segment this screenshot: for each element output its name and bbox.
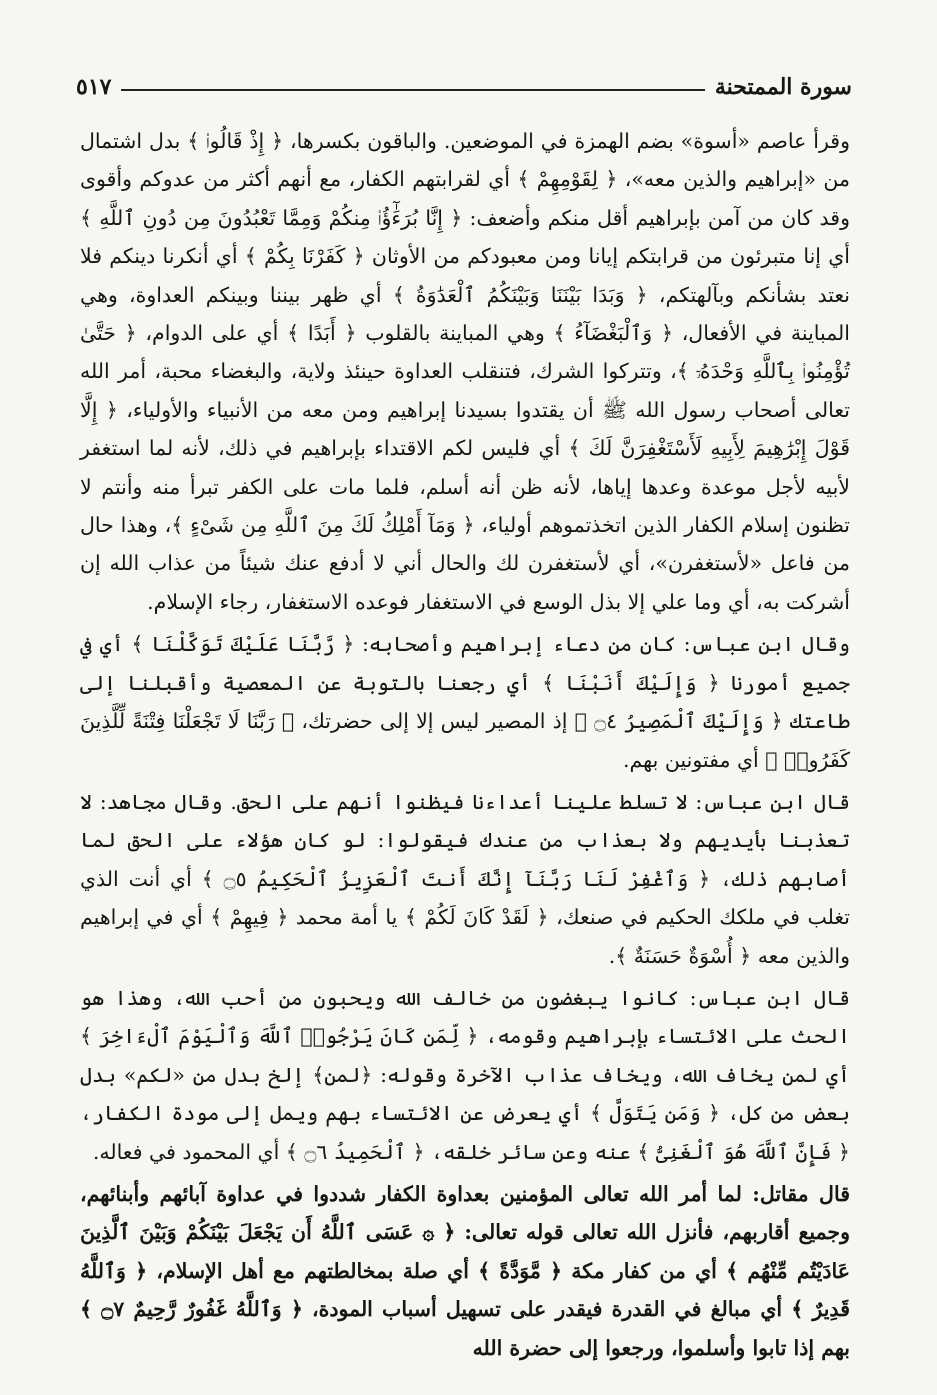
paragraph-5: قال مقاتل: لما أمر الله تعالى المؤمنين بعداوة الكفار شددوا في عداوة آبائهم وأبنائهم، وجميع أقاربهم، فأنزل الله تعالى قوله تعالى: ﴿ ۞ عَسَى ٱللَّهُ أَن يَجْعَلَ بَيْنَكُمْ وَبَيْنَ ٱلَّذِينَ عَادَيْتُم مِّنْهُم ﴾ أي من كفار مكة ﴿ مَّوَدَّةً ﴾ أي صلة بمخالطتهم مع أهل الإسلام، ﴿ وَٱللَّهُ قَدِيرٌ ﴾ أي مبالغ في القدرة فيقدر على تسهيل أسباب المودة، ﴿ وَٱللَّهُ غَفُورٌ رَّحِيمٌ ۝٧ ﴾ بهم إذا تابوا وأسلموا، ورجعوا إلى حضرة الله [80, 1181, 850, 1360]
paragraph-3: قال ابن عباس: لا تسلط علينا أعداءنا فيظنوا أنهم على الحق. وقال مجاهد: لا تعذبنا بأيديهم ولا بعذاب من عندك فيقولوا: لو كان هؤلاء على الحق لما أصابهم ذلك، ﴿ وَٱغْفِرْ لَنَا رَبَّنَآ إِنَّكَ أَنتَ ٱلْعَزِيزُ ٱلْحَكِيمُ ۝٥ ﴾ أي أنت الذي تغلب في ملكك الحكيم في صنعك، ﴿ لَقَدْ كَانَ لَكُمْ ﴾ يا أمة محمد ﴿ فِيهِمْ ﴾ أي في إبراهيم والذين معه ﴿ أُسْوَةٌ حَسَنَةٌ ﴾. [80, 789, 850, 968]
page-header [76, 72, 852, 102]
page-number: ٥١٧ [76, 74, 112, 100]
paragraph-4: قال ابن عباس: كانوا يبغضون من خالف الله ويحبون من أحب الله، وهذا هو الحث على الائتساء بإبراهيم وقومه، ﴿ لِّمَن كَانَ يَرْجُوا۟ ٱللَّهَ وَٱلْيَوْمَ ٱلْءَاخِرَ ﴾ أي لمن يخاف الله، ويخاف عذاب الآخرة وقوله: ﴿لمن﴾ إلخ بدل من «لكم» بدل بعض من كل، ﴿ وَمَن يَتَوَلَّ ﴾ أي يعرض عن الائتساء بهم ويمل إلى مودة الكفار، ﴿ فَإِنَّ ٱللَّهَ هُوَ ٱلْغَنِىُّ ﴾ عنه وعن سائر خلقه، ﴿ ٱلْحَمِيدُ ۝٦ ﴾ أي المحمود في فعاله. [80, 985, 850, 1164]
paragraph-2: وقال ابن عباس: كان من دعاء إبراهيم وأصحابه: ﴿ رَّبَّنَا عَلَيْكَ تَوَكَّلْنَا ﴾ أي في جميع أمورنا ﴿ وَإِلَيْكَ أَنَبْنَا ﴾ أي رجعنا بالتوبة عن المعصية وأقبلنا إلى طاعتك ﴿ وَإِلَيْكَ ٱلْمَصِيرُ ۝٤ ﴾ إذ المصير ليس إلا إلى حضرتك، ﴿ رَبَّنَا لَا تَجْعَلْنَا فِتْنَةً لِّلَّذِينَ كَفَرُوا۟ ﴾ أي مفتونين بهم. [80, 632, 851, 772]
header-rule [121, 89, 704, 91]
paragraph-1: وقرأ عاصم «أسوة» بضم الهمزة في الموضعين. والباقون بكسرها، ﴿ إِذْ قَالُوا۟ ﴾ بدل اشتمال من «إبراهيم والذين معه»، ﴿ لِقَوْمِهِمْ ﴾ أي لقرابتهم الكفار، مع أنهم أكثر من عدوكم وأقوى وقد كان من آمن بإبراهيم أقل منكم وأضعف: ﴿ إِنَّا بُرَءَٰٓؤُا۟ مِنكُمْ وَمِمَّا تَعْبُدُونَ مِن دُونِ ٱللَّهِ ﴾ أي إنا متبرئون من قرابتكم إيانا ومن معبودكم من الأوثان ﴿ كَفَرْنَا بِكُمْ ﴾ أي أنكرنا دينكم فلا نعتد بشأنكم وبآلهتكم، ﴿ وَبَدَا بَيْنَنَا وَبَيْنَكُمُ ٱلْعَدَٰوَةُ ﴾ أي ظهر بيننا وبينكم العداوة، وهي المباينة في الأفعال، ﴿ وَٱلْبَغْضَآءُ ﴾ وهي المباينة بالقلوب ﴿ أَبَدًا ﴾ أي على الدوام، ﴿ حَتَّىٰ تُؤْمِنُوا۟ بِٱللَّهِ وَحْدَهُۥٓ ﴾، وتتركوا الشرك، فتنقلب العداوة حينئذ ولاية، والبغضاء محبة، أمر الله تعالى أصحاب رسول الله ﷺ أن يقتدوا بسيدنا إبراهيم ومن معه من الأنبياء والأولياء، ﴿ إِلَّا قَوْلَ إِبْرَٰهِيمَ لِأَبِيهِ لَأَسْتَغْفِرَنَّ لَكَ ﴾ أي فليس لكم الاقتداء بإبراهيم في ذلك، لأنه لما استغفر لأبيه لأجل موعدة وعدها إياها، لأنه ظن أنه أسلم، فلما مات على الكفر تبرأ منه وأنتم لا تظنون إسلام الكفار الذين اتخذتموهم أولياء، ﴿ وَمَآ أَمْلِكُ لَكَ مِنَ ٱللَّهِ مِن شَىْءٍ ﴾، وهذا حال من فاعل «لأستغفرن»، أي لأستغفرن لك والحال أني لا أدفع عنك شيئاً من عذاب الله إن أشركت به، أي وما علي إلا بذل الوسع في الاستغفار فوعده الاستغفار، رجاء الإسلام. [80, 129, 850, 614]
surah-title: سورة الممتحنة [714, 74, 852, 100]
page-body [80, 122, 850, 1367]
